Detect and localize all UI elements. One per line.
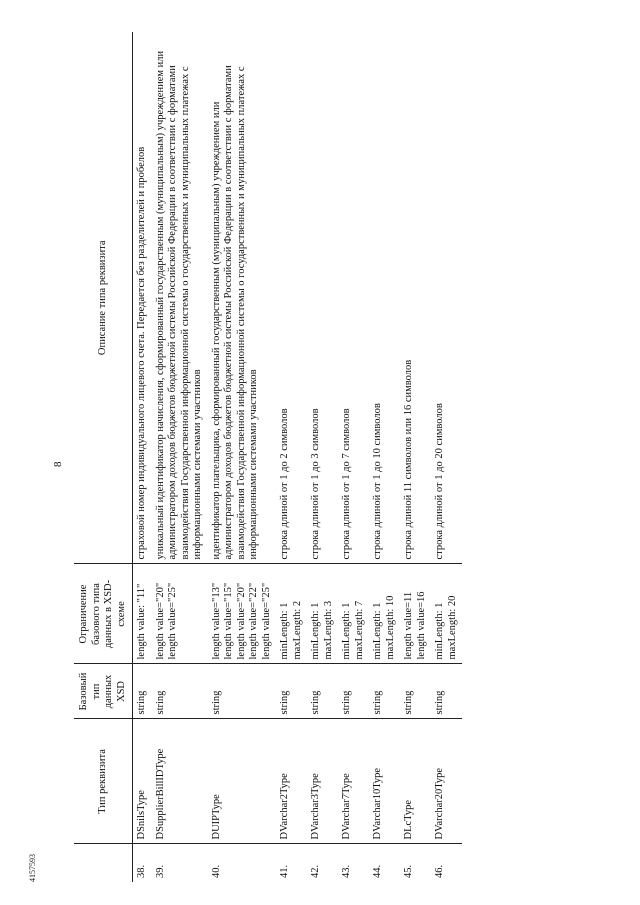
table-row bbox=[400, 32, 431, 882]
restriction-line: maxLength: 2 bbox=[291, 600, 303, 660]
row-base-type: string bbox=[338, 664, 369, 719]
restriction-line: minLength: 1 bbox=[372, 602, 383, 660]
row-restriction bbox=[431, 564, 462, 664]
restriction-line: length value=16 bbox=[415, 591, 427, 660]
row-type-name: DSnilsType bbox=[133, 719, 152, 844]
row-base-type: string bbox=[276, 664, 307, 719]
row-restriction bbox=[152, 564, 208, 664]
row-base-type: string bbox=[369, 664, 400, 719]
row-description: строка длиной от 1 до 2 символов bbox=[276, 32, 307, 564]
restriction-line: length value="13" bbox=[210, 582, 222, 660]
attribute-types-table bbox=[74, 32, 462, 882]
header-base-type: Базовый тип данных XSD bbox=[74, 664, 133, 719]
row-type-name: DVarchar20Type bbox=[431, 719, 462, 844]
row-description: строка длиной от 1 до 10 символов bbox=[369, 32, 400, 564]
row-type-name: DUIPType bbox=[208, 719, 277, 844]
restriction-line: length value="22" bbox=[248, 582, 259, 660]
restriction-line: maxLength: 7 bbox=[353, 600, 365, 660]
document-code-wrap bbox=[22, 854, 40, 882]
table-row bbox=[152, 32, 208, 882]
table-row bbox=[338, 32, 369, 882]
row-type-name: DSupplierBillIDType bbox=[152, 719, 208, 844]
row-description: страховой номер индивидуального лицевого счета. Передается без разделителей и пробелов bbox=[133, 32, 152, 564]
restriction-line: maxLength: 10 bbox=[384, 595, 396, 660]
row-number: 39. bbox=[154, 864, 166, 878]
table-row bbox=[307, 32, 338, 882]
restriction-line: minLength: 1 bbox=[341, 602, 352, 660]
restriction-line: length value=11 bbox=[403, 591, 414, 660]
row-base-type: string bbox=[133, 664, 152, 719]
row-number: 45. bbox=[403, 864, 414, 878]
row-base-type: string bbox=[400, 664, 431, 719]
restriction-line: maxLength: 3 bbox=[322, 600, 334, 660]
row-restriction bbox=[400, 564, 431, 664]
table-row bbox=[208, 32, 277, 882]
document-code: 4157593 bbox=[28, 854, 37, 882]
row-restriction bbox=[307, 564, 338, 664]
row-type-name: DLcType bbox=[400, 719, 431, 844]
restriction-line: length value="15" bbox=[223, 582, 234, 660]
restriction-line: length value="20" bbox=[235, 582, 247, 660]
row-restriction bbox=[338, 564, 369, 664]
row-number: 40. bbox=[210, 864, 222, 878]
restriction-line: minLength: 1 bbox=[279, 602, 290, 660]
restriction-line: maxLength: 20 bbox=[446, 595, 458, 660]
row-number: 43. bbox=[341, 864, 352, 878]
restriction-line: length value="25" bbox=[260, 582, 272, 660]
row-number: 38. bbox=[136, 864, 147, 878]
header-type: Тип реквизита bbox=[74, 719, 133, 844]
row-type-name: DVarchar10Type bbox=[369, 719, 400, 844]
row-base-type: string bbox=[307, 664, 338, 719]
row-description: строка длиной 11 символов или 16 символов bbox=[400, 32, 431, 564]
row-description: строка длиной от 1 до 20 символов bbox=[431, 32, 462, 564]
row-description: строка длиной от 1 до 7 символов bbox=[338, 32, 369, 564]
row-number: 42. bbox=[310, 864, 321, 878]
rotated-document-page bbox=[52, 32, 582, 882]
row-description: строка длиной от 1 до 3 символов bbox=[307, 32, 338, 564]
row-description: идентификатор плательщика, сформированный государственным (муниципальным) учреждением или администратором доходов бюджетов бюджетной системы Российской Федерации в соответствии с форматами взаимодействия Государственной информационной системы о государственных и муниципальных платежах с информационными системами участников bbox=[208, 32, 277, 564]
header-description: Описание типа реквизита bbox=[74, 32, 133, 564]
page-number: 8 bbox=[52, 461, 64, 467]
row-restriction bbox=[208, 564, 277, 664]
row-description: уникальный идентификатор начисления, сформированный государственным (муниципальным) учреждением или администратором доходов бюджетов бюджетной системы Российской Федерации в соответствии с форматами взаимодействия Государственной информационной системы о государственных и муниципальных платежах с информационными системами участников bbox=[152, 32, 208, 564]
row-number: 41. bbox=[279, 864, 290, 878]
table-row bbox=[369, 32, 400, 882]
row-number: 46. bbox=[434, 864, 445, 878]
header-number bbox=[74, 844, 133, 882]
header-restriction: Ограничение базового типа данных в XSD-схеме bbox=[74, 564, 133, 664]
table-row bbox=[133, 32, 152, 882]
row-base-type: string bbox=[208, 664, 277, 719]
row-number: 44. bbox=[372, 864, 383, 878]
restriction-line: length value="20" bbox=[154, 582, 166, 660]
row-type-name: DVarchar2Type bbox=[276, 719, 307, 844]
row-restriction bbox=[133, 564, 152, 664]
row-type-name: DVarchar3Type bbox=[307, 719, 338, 844]
restriction-line: length value: "11" bbox=[136, 583, 147, 660]
table-body bbox=[133, 32, 463, 882]
restriction-line: length value="25" bbox=[167, 582, 178, 660]
restriction-line: minLength: 1 bbox=[310, 602, 321, 660]
restriction-line: minLength: 1 bbox=[434, 602, 445, 660]
row-restriction bbox=[276, 564, 307, 664]
table-row bbox=[431, 32, 462, 882]
row-restriction bbox=[369, 564, 400, 664]
row-base-type: string bbox=[431, 664, 462, 719]
table-header-row bbox=[74, 32, 133, 882]
table-row bbox=[276, 32, 307, 882]
row-base-type: string bbox=[152, 664, 208, 719]
row-type-name: DVarchar7Type bbox=[338, 719, 369, 844]
